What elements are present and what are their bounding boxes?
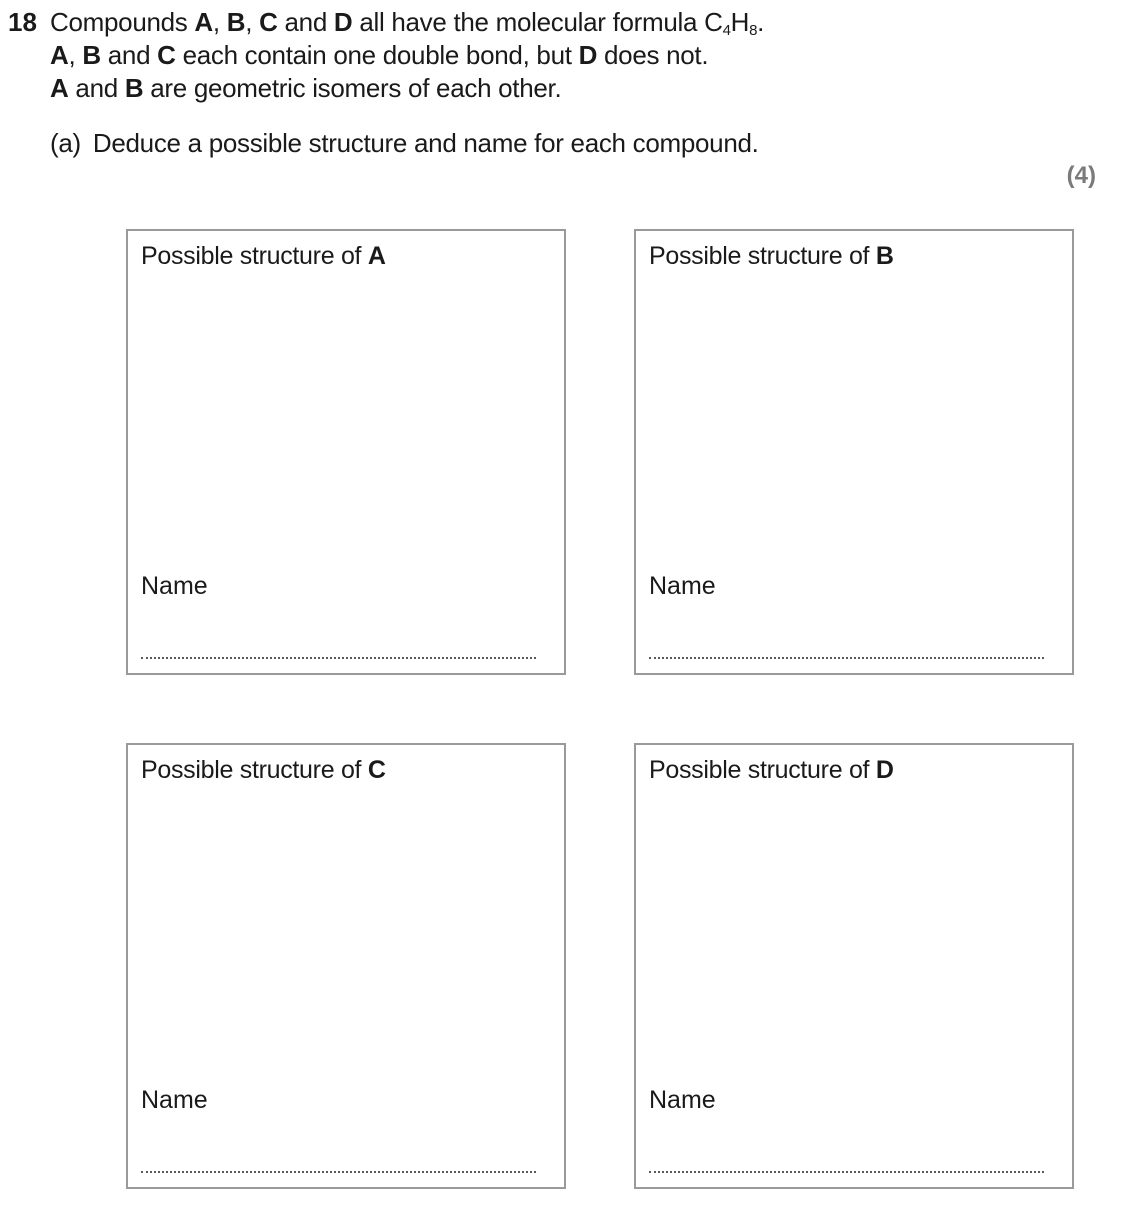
- compound-letter: C: [367, 756, 386, 784]
- part-label: (a): [50, 128, 81, 158]
- compound-label-d: D: [333, 7, 353, 37]
- stem-text: and: [68, 73, 125, 103]
- name-label: Name: [649, 572, 716, 600]
- compound-label-b: B: [124, 73, 144, 103]
- answer-box-c[interactable]: [126, 743, 566, 1189]
- marks-allocation: (4): [1066, 162, 1096, 189]
- compound-letter: D: [875, 756, 894, 784]
- box-heading: [141, 754, 386, 786]
- question-number: 18: [8, 7, 37, 37]
- compound-label-c: C: [157, 40, 176, 70]
- heading-text: Possible structure of: [141, 756, 368, 784]
- stem-text: ,: [245, 7, 260, 37]
- question-stem: [50, 6, 764, 105]
- stem-text: all have the molecular formula C: [352, 7, 723, 37]
- stem-text: Compounds: [50, 7, 195, 37]
- compound-label-c: C: [259, 7, 278, 37]
- box-heading: [649, 240, 894, 272]
- part-text: Deduce a possible structure and name for each compound.: [92, 128, 759, 158]
- heading-text: Possible structure of: [141, 242, 368, 270]
- stem-text: and: [277, 7, 334, 37]
- compound-letter: A: [367, 242, 386, 270]
- stem-text: does not.: [597, 40, 709, 70]
- answer-box-a[interactable]: [126, 229, 566, 675]
- name-label: Name: [141, 572, 208, 600]
- compound-label-a: A: [50, 40, 69, 70]
- name-answer-line[interactable]: [141, 657, 536, 659]
- stem-text: ,: [212, 7, 227, 37]
- compound-label-a: A: [194, 7, 213, 37]
- stem-text: are geometric isomers of each other.: [143, 73, 562, 103]
- formula-subscript: 4: [722, 22, 731, 39]
- stem-text: ,: [68, 40, 83, 70]
- compound-letter: B: [875, 242, 894, 270]
- box-heading: [141, 240, 386, 272]
- stem-text: each contain one double bond, but: [175, 40, 579, 70]
- name-answer-line[interactable]: [141, 1171, 536, 1173]
- formula-subscript: 8: [749, 22, 758, 39]
- stem-text: H: [730, 7, 750, 37]
- stem-line-3: [50, 72, 764, 105]
- compound-label-a: A: [50, 73, 69, 103]
- name-label: Name: [649, 1086, 716, 1114]
- name-answer-line[interactable]: [649, 657, 1044, 659]
- box-heading: [649, 754, 894, 786]
- answer-box-b[interactable]: [634, 229, 1074, 675]
- part-a-prompt: [50, 127, 759, 160]
- answer-box-d[interactable]: [634, 743, 1074, 1189]
- name-answer-line[interactable]: [649, 1171, 1044, 1173]
- compound-label-b: B: [226, 7, 246, 37]
- stem-line-1: [50, 6, 764, 39]
- stem-line-2: [50, 39, 764, 72]
- heading-text: Possible structure of: [649, 242, 876, 270]
- heading-text: Possible structure of: [649, 756, 876, 784]
- stem-text: .: [757, 7, 765, 37]
- compound-label-d: D: [578, 40, 598, 70]
- compound-label-b: B: [82, 40, 101, 70]
- name-label: Name: [141, 1086, 208, 1114]
- stem-text: and: [100, 40, 158, 70]
